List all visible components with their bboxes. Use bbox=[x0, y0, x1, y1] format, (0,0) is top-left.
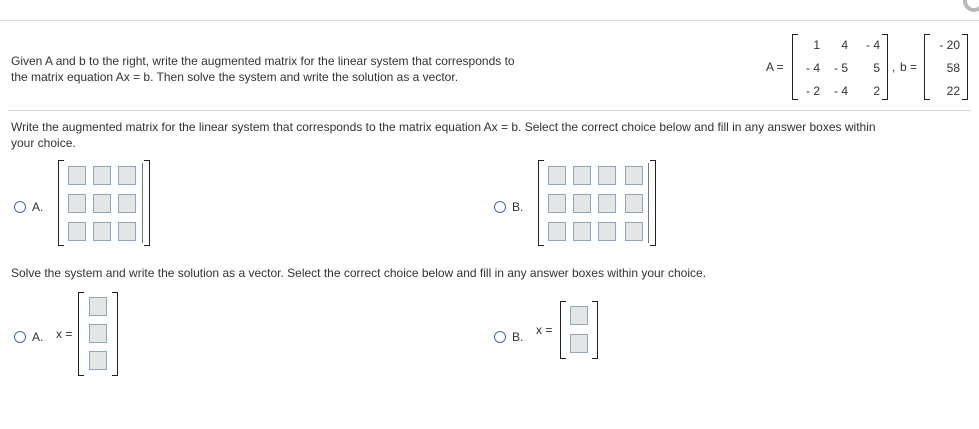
answer-box[interactable] bbox=[573, 222, 591, 241]
answer-box[interactable] bbox=[118, 166, 136, 185]
answer-box[interactable] bbox=[573, 194, 591, 213]
matrix-a-cell: - 4 bbox=[865, 38, 880, 52]
part2-instruction: Solve the system and write the solution as a vector. Select the correct choice below and fill in any answer boxes within your choice. bbox=[11, 266, 707, 280]
part1-option-b-matrix bbox=[538, 160, 656, 246]
settings-gear-icon[interactable] bbox=[963, 0, 979, 12]
answer-box[interactable] bbox=[89, 324, 107, 343]
answer-box[interactable] bbox=[93, 194, 111, 213]
answer-box[interactable] bbox=[118, 194, 136, 213]
answer-box[interactable] bbox=[118, 222, 136, 241]
question-divider bbox=[8, 110, 971, 111]
prompt-line-1: Given A and b to the right, write the augmented matrix for the linear system that corresponds to bbox=[11, 54, 515, 68]
answer-box[interactable] bbox=[548, 222, 566, 241]
answer-box[interactable] bbox=[598, 222, 616, 241]
matrix-a-cell: - 4 bbox=[805, 61, 820, 75]
matrix-a-cell: - 2 bbox=[805, 84, 820, 98]
part1-option-a-matrix bbox=[58, 160, 150, 246]
part1-option-b[interactable] bbox=[494, 200, 523, 214]
answer-box[interactable] bbox=[68, 166, 86, 185]
part1-instruction-line-1: Write the augmented matrix for the linear system that corresponds to the matrix equation Ax = b. Select the correct choice below and fill in any answer boxes within bbox=[11, 120, 876, 134]
option-label: B. bbox=[512, 200, 524, 214]
option-label: A. bbox=[32, 330, 44, 344]
matrix-a-label: A = bbox=[766, 60, 784, 74]
answer-box[interactable] bbox=[598, 166, 616, 185]
top-divider bbox=[0, 20, 979, 21]
part2-option-b-vector bbox=[560, 301, 598, 359]
answer-box[interactable] bbox=[625, 222, 643, 241]
answer-box[interactable] bbox=[625, 194, 643, 213]
matrix-a-cell: - 4 bbox=[833, 84, 848, 98]
part1-option-a[interactable] bbox=[14, 200, 43, 214]
answer-box[interactable] bbox=[570, 334, 588, 353]
radio-button-icon[interactable] bbox=[494, 331, 506, 343]
part1-instruction bbox=[11, 119, 876, 151]
matrix-a-cell: 1 bbox=[813, 38, 820, 52]
answer-box[interactable] bbox=[598, 194, 616, 213]
answer-box[interactable] bbox=[570, 306, 588, 325]
answer-box[interactable] bbox=[573, 166, 591, 185]
vector-b-label: b = bbox=[900, 60, 918, 74]
matrix-a-cell: - 5 bbox=[833, 61, 848, 75]
prompt-line-2: the matrix equation Ax = b. Then solve the system and write the solution as a vector. bbox=[11, 70, 459, 84]
answer-box[interactable] bbox=[89, 297, 107, 316]
matrix-a bbox=[792, 34, 888, 100]
answer-box[interactable] bbox=[548, 194, 566, 213]
answer-box[interactable] bbox=[93, 222, 111, 241]
vector-b-cell: - 20 bbox=[939, 38, 960, 52]
option-label: B. bbox=[512, 330, 524, 344]
radio-button-icon[interactable] bbox=[494, 201, 506, 213]
separator-comma: , bbox=[892, 60, 896, 74]
part2-option-b[interactable] bbox=[494, 330, 523, 344]
part2-option-a[interactable] bbox=[14, 330, 43, 344]
radio-button-icon[interactable] bbox=[14, 201, 26, 213]
x-label: x = bbox=[56, 327, 73, 341]
x-label: x = bbox=[536, 323, 553, 337]
part2-option-a-vector bbox=[78, 292, 118, 376]
answer-box[interactable] bbox=[68, 194, 86, 213]
matrix-a-cell: 4 bbox=[841, 38, 848, 52]
answer-box[interactable] bbox=[548, 166, 566, 185]
answer-box[interactable] bbox=[93, 166, 111, 185]
radio-button-icon[interactable] bbox=[14, 331, 26, 343]
vector-b-cell: 58 bbox=[946, 61, 960, 75]
vector-b bbox=[924, 34, 968, 100]
answer-box[interactable] bbox=[68, 222, 86, 241]
matrix-a-cell: 5 bbox=[873, 61, 880, 75]
part1-instruction-line-2: your choice. bbox=[11, 136, 76, 150]
answer-box[interactable] bbox=[89, 351, 107, 370]
question-prompt bbox=[11, 53, 611, 85]
vector-b-cell: 22 bbox=[946, 84, 960, 98]
option-label: A. bbox=[32, 200, 44, 214]
matrix-a-cell: 2 bbox=[873, 84, 880, 98]
answer-box[interactable] bbox=[625, 166, 643, 185]
